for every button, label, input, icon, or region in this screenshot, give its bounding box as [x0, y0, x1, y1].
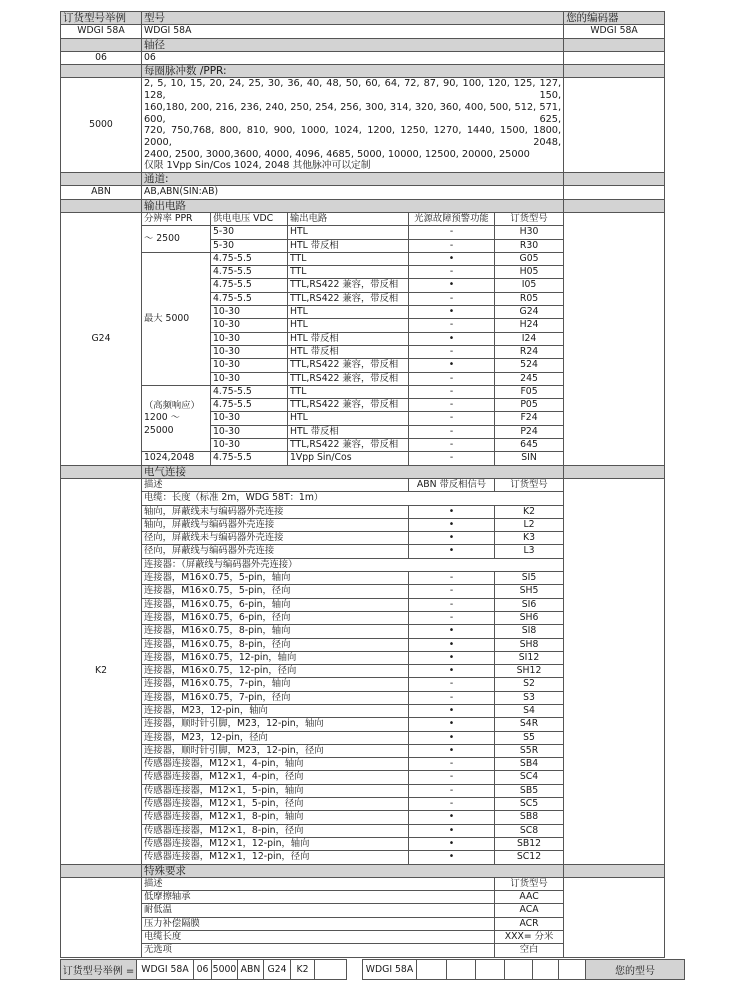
col-header-volt: 供电电压 VDC — [211, 213, 288, 226]
section-spacer — [61, 199, 142, 212]
supply-voltage: 5-30 — [211, 239, 288, 252]
spec-row — [61, 877, 665, 890]
connection-subheading: 连接器：（屏蔽线与编码器外壳连接） — [142, 558, 564, 571]
footer-your-box[interactable] — [476, 960, 505, 980]
order-code: SC4 — [495, 771, 564, 784]
connection-desc: 连接器，M16×0.75，5-pin，径向 — [142, 585, 409, 598]
connection-desc: 传感器连接器，M12×1，4-pin，轴向 — [142, 758, 409, 771]
output-circuit: HTL 带反相 — [288, 345, 409, 358]
col-header-desc: 描述 — [142, 877, 495, 890]
supply-voltage: 10-30 — [211, 332, 288, 345]
output-circuit: TTL — [288, 252, 409, 265]
section-spacer — [61, 65, 142, 78]
footer-your-box[interactable] — [505, 960, 533, 980]
order-code: F05 — [495, 385, 564, 398]
abn-flag: - — [409, 598, 495, 611]
connection-desc: 连接器，顺时针引脚，M23，12-pin，径向 — [142, 744, 409, 757]
output-circuit: TTL,RS422 兼容，带反相 — [288, 372, 409, 385]
ppr-line: 2, 5, 10, 15, 20, 24, 25, 30, 36, 40, 48, 50, 60, 64, 72, 87, 90, 100, 120, 125, 127, 128, 150, — [144, 78, 562, 102]
alarm-flag: - — [409, 452, 495, 465]
alarm-flag: • — [409, 359, 495, 372]
order-code: ACR — [495, 917, 564, 930]
output-circuit: HTL — [288, 306, 409, 319]
alarm-flag: - — [409, 412, 495, 425]
order-code: 空白 — [495, 944, 564, 957]
abn-flag: • — [409, 718, 495, 731]
footer-part-special — [315, 960, 347, 980]
abn-flag: • — [409, 824, 495, 837]
abn-flag: • — [409, 518, 495, 531]
alarm-flag: - — [409, 226, 495, 239]
section-spacer — [61, 38, 142, 51]
footer-your-box[interactable] — [559, 960, 586, 980]
spec-row — [61, 186, 665, 199]
alarm-flag: • — [409, 332, 495, 345]
example-label: 订货型号举例 — [61, 12, 142, 25]
section-spacer — [564, 864, 665, 877]
output-circuit: HTL — [288, 226, 409, 239]
footer-part-model: WDGI 58A — [137, 960, 194, 980]
section-spacer — [564, 465, 665, 478]
connection-desc: 传感器连接器，M12×1，12-pin，轴向 — [142, 837, 409, 850]
section-spacer — [61, 864, 142, 877]
connection-desc: 轴向，屏蔽线未与编码器外壳连接 — [142, 505, 409, 518]
supply-voltage: 10-30 — [211, 306, 288, 319]
col-header-abn: ABN 带反相信号 — [409, 478, 495, 491]
col-header-code: 订货型号 — [495, 478, 564, 491]
footer-your-model-label: 您的型号 — [586, 960, 685, 980]
your-cell — [564, 877, 665, 957]
order-code: R30 — [495, 239, 564, 252]
abn-flag: • — [409, 638, 495, 651]
order-code: K2 — [495, 505, 564, 518]
order-code: 524 — [495, 359, 564, 372]
supply-voltage: 10-30 — [211, 425, 288, 438]
supply-voltage: 10-30 — [211, 412, 288, 425]
special-desc: 无选项 — [142, 944, 495, 957]
order-code: SI8 — [495, 625, 564, 638]
supply-voltage: 10-30 — [211, 345, 288, 358]
footer-part-ppr: 5000 — [212, 960, 238, 980]
connection-desc: 传感器连接器，M12×1，5-pin，轴向 — [142, 784, 409, 797]
footer-your-model-prefix: WDGI 58A — [363, 960, 417, 980]
connection-desc: 径向，屏蔽线未与编码器外壳连接 — [142, 532, 409, 545]
channel-selection: ABN — [61, 186, 142, 199]
connection-desc: 连接器，M16×0.75，8-pin，轴向 — [142, 625, 409, 638]
circuit-title: 输出电路 — [142, 199, 564, 212]
supply-voltage: 10-30 — [211, 372, 288, 385]
output-circuit: TTL,RS422 兼容，带反相 — [288, 399, 409, 412]
connection-desc: 连接器，M16×0.75，12-pin，径向 — [142, 665, 409, 678]
connection-desc: 传感器连接器，M12×1，8-pin，径向 — [142, 824, 409, 837]
circuit-selection: G24 — [61, 213, 142, 466]
alarm-flag: - — [409, 345, 495, 358]
connection-desc: 传感器连接器，M12×1，8-pin，轴向 — [142, 811, 409, 824]
resolution-group: ～ 2500 — [142, 226, 211, 253]
connection-desc: 连接器，M16×0.75，6-pin，径向 — [142, 611, 409, 624]
abn-flag: • — [409, 704, 495, 717]
order-code: AAC — [495, 891, 564, 904]
supply-voltage: 10-30 — [211, 439, 288, 452]
supply-voltage: 10-30 — [211, 319, 288, 332]
abn-flag: • — [409, 744, 495, 757]
resolution-group: （高频响应） 1200 ～ 25000 — [142, 385, 211, 451]
order-code: SI12 — [495, 651, 564, 664]
connection-desc: 传感器连接器，M12×1，4-pin，径向 — [142, 771, 409, 784]
spec-row — [61, 51, 665, 64]
footer-your-box[interactable] — [417, 960, 447, 980]
output-circuit: HTL — [288, 319, 409, 332]
output-circuit: 1Vpp Sin/Cos — [288, 452, 409, 465]
order-code: S5 — [495, 731, 564, 744]
supply-voltage: 4.75-5.5 — [211, 252, 288, 265]
order-code: 645 — [495, 439, 564, 452]
footer-your-box[interactable] — [447, 960, 476, 980]
footer-spacer — [347, 960, 363, 980]
special-title: 特殊要求 — [142, 864, 564, 877]
your-encoder-value: WDGI 58A — [564, 25, 665, 38]
connection-desc: 连接器，M16×0.75，5-pin，轴向 — [142, 572, 409, 585]
alarm-flag: - — [409, 425, 495, 438]
abn-flag: • — [409, 837, 495, 850]
supply-voltage: 4.75-5.5 — [211, 385, 288, 398]
your-encoder-label: 您的编码器 — [564, 12, 665, 25]
channel-value: AB,ABN(SIN:AB) — [142, 186, 564, 199]
order-code: L2 — [495, 518, 564, 531]
footer-your-box[interactable] — [533, 960, 559, 980]
supply-voltage: 5-30 — [211, 226, 288, 239]
footer-example-label: 订货型号举例 = — [61, 960, 137, 980]
spec-row — [61, 465, 665, 478]
abn-flag: - — [409, 784, 495, 797]
output-circuit: TTL — [288, 385, 409, 398]
order-code: H24 — [495, 319, 564, 332]
footer-part-connection: K2 — [291, 960, 315, 980]
ppr-title: 每圈脉冲数 /PPR: — [142, 65, 564, 78]
output-circuit: TTL — [288, 266, 409, 279]
connection-desc: 连接器，M16×0.75，7-pin，轴向 — [142, 678, 409, 691]
supply-voltage: 4.75-5.5 — [211, 399, 288, 412]
order-code: K3 — [495, 532, 564, 545]
connection-desc: 连接器，M16×0.75，12-pin，轴向 — [142, 651, 409, 664]
model-label: 型号 — [142, 12, 564, 25]
model-value: WDGI 58A — [142, 25, 564, 38]
spec-row — [61, 38, 665, 51]
alarm-flag: - — [409, 439, 495, 452]
abn-flag: • — [409, 545, 495, 558]
order-example-footer — [60, 959, 685, 980]
output-circuit: HTL — [288, 412, 409, 425]
connection-desc: 传感器连接器，M12×1，5-pin，径向 — [142, 798, 409, 811]
output-circuit: TTL,RS422 兼容，带反相 — [288, 292, 409, 305]
supply-voltage: 4.75-5.5 — [211, 292, 288, 305]
order-code: F24 — [495, 412, 564, 425]
order-code: G24 — [495, 306, 564, 319]
supply-voltage: 10-30 — [211, 359, 288, 372]
special-desc: 压力补偿隔膜 — [142, 917, 495, 930]
alarm-flag: - — [409, 399, 495, 412]
connection-title: 电气连接 — [142, 465, 564, 478]
spec-row — [61, 478, 665, 491]
spec-row — [61, 12, 665, 25]
output-circuit: TTL,RS422 兼容，带反相 — [288, 439, 409, 452]
connection-desc: 传感器连接器，M12×1，12-pin，径向 — [142, 851, 409, 864]
connection-desc: 连接器，M23，12-pin，轴向 — [142, 704, 409, 717]
order-code: SB5 — [495, 784, 564, 797]
spec-row — [61, 173, 665, 186]
abn-flag: • — [409, 811, 495, 824]
order-code: SH8 — [495, 638, 564, 651]
order-code: 245 — [495, 372, 564, 385]
order-code: H30 — [495, 226, 564, 239]
ppr-values — [142, 78, 564, 173]
abn-flag: - — [409, 585, 495, 598]
order-code: S2 — [495, 678, 564, 691]
resolution-group: 最大 5000 — [142, 252, 211, 385]
alarm-flag: - — [409, 239, 495, 252]
your-cell — [564, 51, 665, 64]
your-cell — [564, 186, 665, 199]
section-spacer — [564, 199, 665, 212]
abn-flag: • — [409, 651, 495, 664]
abn-flag: • — [409, 665, 495, 678]
order-code: S3 — [495, 691, 564, 704]
alarm-flag: • — [409, 252, 495, 265]
shaft-value: 06 — [142, 51, 564, 64]
abn-flag: • — [409, 731, 495, 744]
ppr-selection: 5000 — [61, 78, 142, 173]
order-code-sheet — [60, 11, 664, 958]
order-code: P05 — [495, 399, 564, 412]
output-circuit: TTL,RS422 兼容，带反相 — [288, 279, 409, 292]
footer-part-circuit: G24 — [264, 960, 291, 980]
order-code: SI5 — [495, 572, 564, 585]
order-code: SIN — [495, 452, 564, 465]
order-code: XXX= 分米 — [495, 931, 564, 944]
special-left — [61, 877, 142, 957]
col-header-circuit: 输出电路 — [288, 213, 409, 226]
order-code: R05 — [495, 292, 564, 305]
ppr-line: 2400, 2500, 3000,3600, 4000, 4096, 4685, 5000, 10000, 12500, 20000, 25000 — [144, 148, 530, 160]
order-code: SB4 — [495, 758, 564, 771]
order-code: H05 — [495, 266, 564, 279]
order-code: S4 — [495, 704, 564, 717]
output-circuit: HTL 带反相 — [288, 425, 409, 438]
connection-desc: 连接器，M16×0.75，7-pin，径向 — [142, 691, 409, 704]
order-code: SB12 — [495, 837, 564, 850]
special-desc: 电缆长度 — [142, 931, 495, 944]
spec-row — [61, 864, 665, 877]
order-code: SC12 — [495, 851, 564, 864]
abn-flag: - — [409, 798, 495, 811]
alarm-flag: - — [409, 385, 495, 398]
col-header-code: 订货型号 — [495, 213, 564, 226]
connection-desc: 连接器，M16×0.75，6-pin，轴向 — [142, 598, 409, 611]
col-header-desc: 描述 — [142, 478, 409, 491]
alarm-flag: - — [409, 292, 495, 305]
output-circuit: HTL 带反相 — [288, 239, 409, 252]
order-code: L3 — [495, 545, 564, 558]
ppr-line: 160,180, 200, 216, 236, 240, 250, 254, 256, 300, 314, 320, 360, 400, 500, 512, 571, 600, 625, — [144, 101, 562, 125]
connection-desc: 连接器，M16×0.75，8-pin，径向 — [142, 638, 409, 651]
channel-title: 通道: — [142, 173, 564, 186]
section-spacer — [61, 465, 142, 478]
shaft-title: 轴径 — [142, 38, 564, 51]
order-code: SB8 — [495, 811, 564, 824]
output-circuit: TTL,RS422 兼容，带反相 — [288, 359, 409, 372]
spec-row — [61, 213, 665, 226]
special-desc: 低摩擦轴承 — [142, 891, 495, 904]
connection-subheading: 电缆：长度（标准 2m，WDG 58T：1m） — [142, 492, 564, 505]
abn-flag: - — [409, 771, 495, 784]
alarm-flag: - — [409, 266, 495, 279]
order-code: SH5 — [495, 585, 564, 598]
order-code: R24 — [495, 345, 564, 358]
abn-flag: - — [409, 572, 495, 585]
col-header-code: 订货型号 — [495, 877, 564, 890]
spec-row — [61, 25, 665, 38]
connection-desc: 轴向，屏蔽线与编码器外壳连接 — [142, 518, 409, 531]
section-spacer — [61, 173, 142, 186]
footer-part-shaft: 06 — [194, 960, 212, 980]
supply-voltage: 4.75-5.5 — [211, 452, 288, 465]
ppr-line: 720, 750,768, 800, 810, 900, 1000, 1024, 1200, 1250, 1270, 1440, 1500, 1800, 2000, 2048, — [144, 125, 562, 148]
alarm-flag: - — [409, 319, 495, 332]
order-code: SH12 — [495, 665, 564, 678]
abn-flag: - — [409, 611, 495, 624]
col-header-alarm: 光源故障预警功能 — [409, 213, 495, 226]
alarm-flag: - — [409, 372, 495, 385]
order-code: SI6 — [495, 598, 564, 611]
connection-desc: 连接器，M23，12-pin，径向 — [142, 731, 409, 744]
supply-voltage: 4.75-5.5 — [211, 279, 288, 292]
abn-flag: • — [409, 532, 495, 545]
order-code: P24 — [495, 425, 564, 438]
order-code: ACA — [495, 904, 564, 917]
order-code: SC8 — [495, 824, 564, 837]
col-header-res: 分辨率 PPR — [142, 213, 211, 226]
alarm-flag: • — [409, 306, 495, 319]
connection-selection: K2 — [61, 478, 142, 864]
output-circuit: HTL 带反相 — [288, 332, 409, 345]
spec-row — [61, 199, 665, 212]
abn-flag: • — [409, 625, 495, 638]
ppr-note: 仅限 1Vpp Sin/Cos 1024, 2048 其他脉冲可以定制 — [144, 160, 371, 172]
order-code: SC5 — [495, 798, 564, 811]
example-value: WDGI 58A — [61, 25, 142, 38]
connection-desc: 连接器，顺时针引脚，M23，12-pin，轴向 — [142, 718, 409, 731]
order-code: I05 — [495, 279, 564, 292]
spec-row — [61, 65, 665, 78]
order-code: S5R — [495, 744, 564, 757]
abn-flag: - — [409, 691, 495, 704]
connection-desc: 径向，屏蔽线与编码器外壳连接 — [142, 545, 409, 558]
resolution-group: 1024,2048 — [142, 452, 211, 465]
spec-row — [61, 78, 665, 173]
supply-voltage: 4.75-5.5 — [211, 266, 288, 279]
your-cell — [564, 78, 665, 173]
spec-table — [60, 11, 665, 958]
footer-part-channel: ABN — [238, 960, 264, 980]
your-cell — [564, 213, 665, 466]
alarm-flag: • — [409, 279, 495, 292]
order-code: S4R — [495, 718, 564, 731]
abn-flag: - — [409, 678, 495, 691]
order-code: G05 — [495, 252, 564, 265]
special-desc: 耐低温 — [142, 904, 495, 917]
section-spacer — [564, 173, 665, 186]
abn-flag: - — [409, 758, 495, 771]
abn-flag: • — [409, 851, 495, 864]
your-cell — [564, 478, 665, 864]
shaft-selection: 06 — [61, 51, 142, 64]
abn-flag: • — [409, 505, 495, 518]
section-spacer — [564, 38, 665, 51]
order-code: SH6 — [495, 611, 564, 624]
order-code: I24 — [495, 332, 564, 345]
section-spacer — [564, 65, 665, 78]
